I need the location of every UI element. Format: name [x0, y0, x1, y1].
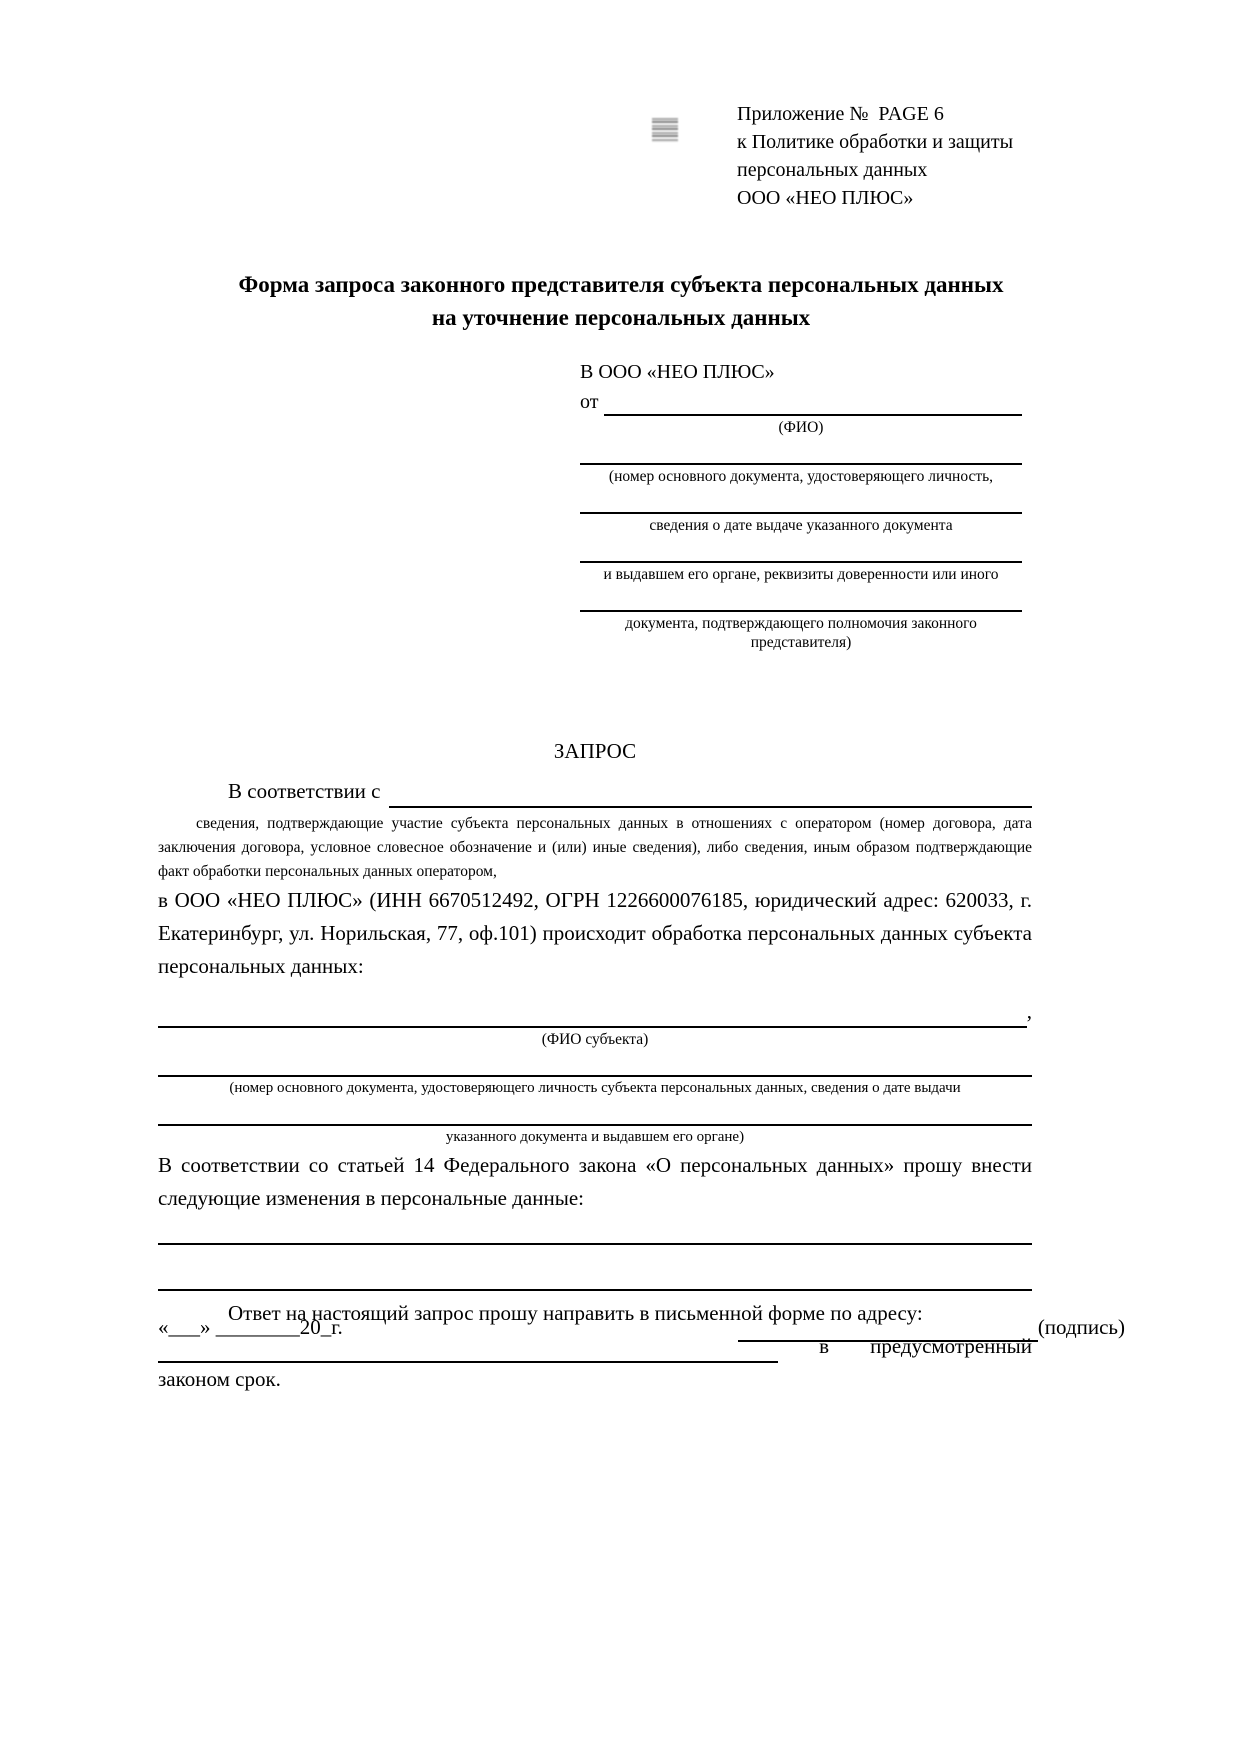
request-heading: ЗАПРОС	[553, 739, 637, 763]
representative-doc-caption-1: (номер основного документа, удостоверяющего личность,	[608, 468, 994, 485]
signature-field-line	[738, 1318, 1038, 1342]
answer-word-predusmotrenny: предусмотренный	[870, 1334, 1032, 1358]
answer-tail: законом срок.	[158, 1367, 281, 1391]
form-title-line-2: на уточнение персональных данных	[431, 305, 811, 330]
representative-doc-field-1	[580, 463, 1022, 486]
representative-doc-line-2	[580, 512, 1022, 514]
representative-doc-caption-2: сведения о дате выдаче указанного документа	[649, 517, 953, 534]
amendments-field-line-1	[158, 1243, 1032, 1245]
subject-doc-caption-2: указанного документа и выдавшем его органе)	[445, 1129, 745, 1145]
form-title	[0, 268, 1242, 334]
from-label: от	[580, 391, 599, 413]
subject-fio-row	[158, 995, 1032, 1028]
policy-line-2: персональных данных	[737, 159, 928, 181]
basis-field-line	[389, 782, 1033, 808]
subject-fio-caption: (ФИО субъекта)	[541, 1031, 649, 1048]
subject-fio-field-line	[158, 1002, 1027, 1028]
policy-line-1: к Политике обработки и защиты	[737, 131, 1014, 153]
answer-intro: Ответ на настоящий запрос прошу направить в письменной форме по адресу:	[228, 1301, 923, 1325]
signature-group	[738, 1312, 1125, 1342]
appendix-header	[737, 100, 1013, 212]
organization-name: ООО «НЕО ПЛЮС»	[737, 187, 914, 209]
representative-doc-line-3	[580, 561, 1022, 563]
addressee-organization: В ООО «НЕО ПЛЮС»	[580, 361, 775, 383]
from-row	[580, 388, 1022, 416]
subject-doc-line-1	[158, 1075, 1032, 1077]
request-body	[158, 735, 1032, 1396]
representative-doc-field-2	[580, 512, 1022, 535]
representative-doc-field-3	[580, 561, 1022, 584]
subject-doc-caption-1: (номер основного документа, удостоверяющего личность субъекта персональных данных, сведения о дате выдачи	[229, 1080, 961, 1096]
amendments-paragraph: В соответствии со статьей 14 Федерального закона «О персональных данных» прошу внести следующие изменения в персональные данные:	[158, 1153, 1032, 1210]
subject-doc-line-2	[158, 1124, 1032, 1126]
representative-doc-field-4	[580, 610, 1022, 652]
subject-doc-field-2	[158, 1124, 1032, 1147]
date-signature-row	[158, 1312, 1125, 1342]
representative-fio-field-line	[604, 392, 1022, 416]
basis-explanation-note: сведения, подтверждающие участие субъекта персональных данных в отношениях с оператором (номер договора, дата заключения договора, условное словесное обозначение и (или) иные сведения), либо сведения, иным образом подтверждающие факт обработки персональных данных оператором,	[158, 815, 1032, 880]
date-blank: «___» ________20_г.	[158, 1315, 343, 1339]
representative-doc-line-4	[580, 610, 1022, 612]
amendments-field-line-2	[158, 1289, 1032, 1291]
fio-caption: (ФИО)	[778, 419, 824, 436]
representative-doc-line-1	[580, 463, 1022, 465]
operator-paragraph: в ООО «НЕО ПЛЮС» (ИНН 6670512492, ОГРН 1226600076185, юридический адрес: 620033, г. Екатеринбург, ул. Норильская, 77, оф.101) происходит обработка персональных данных субъекта персональных данных:	[158, 888, 1032, 978]
form-title-line-1: Форма запроса законного представителя субъекта персональных данных	[238, 272, 1004, 297]
subject-line-comma: ,	[1026, 999, 1032, 1023]
representative-doc-caption-4: документа, подтверждающего полномочия законного представителя)	[625, 615, 977, 651]
appendix-number-line: Приложение № PAGE 6	[737, 103, 944, 125]
blurred-text-artifact	[652, 118, 678, 142]
basis-prefix: В соответствии с	[228, 779, 381, 803]
representative-doc-caption-3: и выдавшем его органе, реквизиты доверенности или иного	[603, 566, 999, 583]
basis-row	[158, 776, 1032, 808]
answer-word-v: в	[819, 1334, 830, 1358]
subject-doc-field-1	[158, 1075, 1032, 1098]
signature-caption: (подпись)	[1037, 1315, 1125, 1339]
addressee-block	[580, 358, 1022, 652]
